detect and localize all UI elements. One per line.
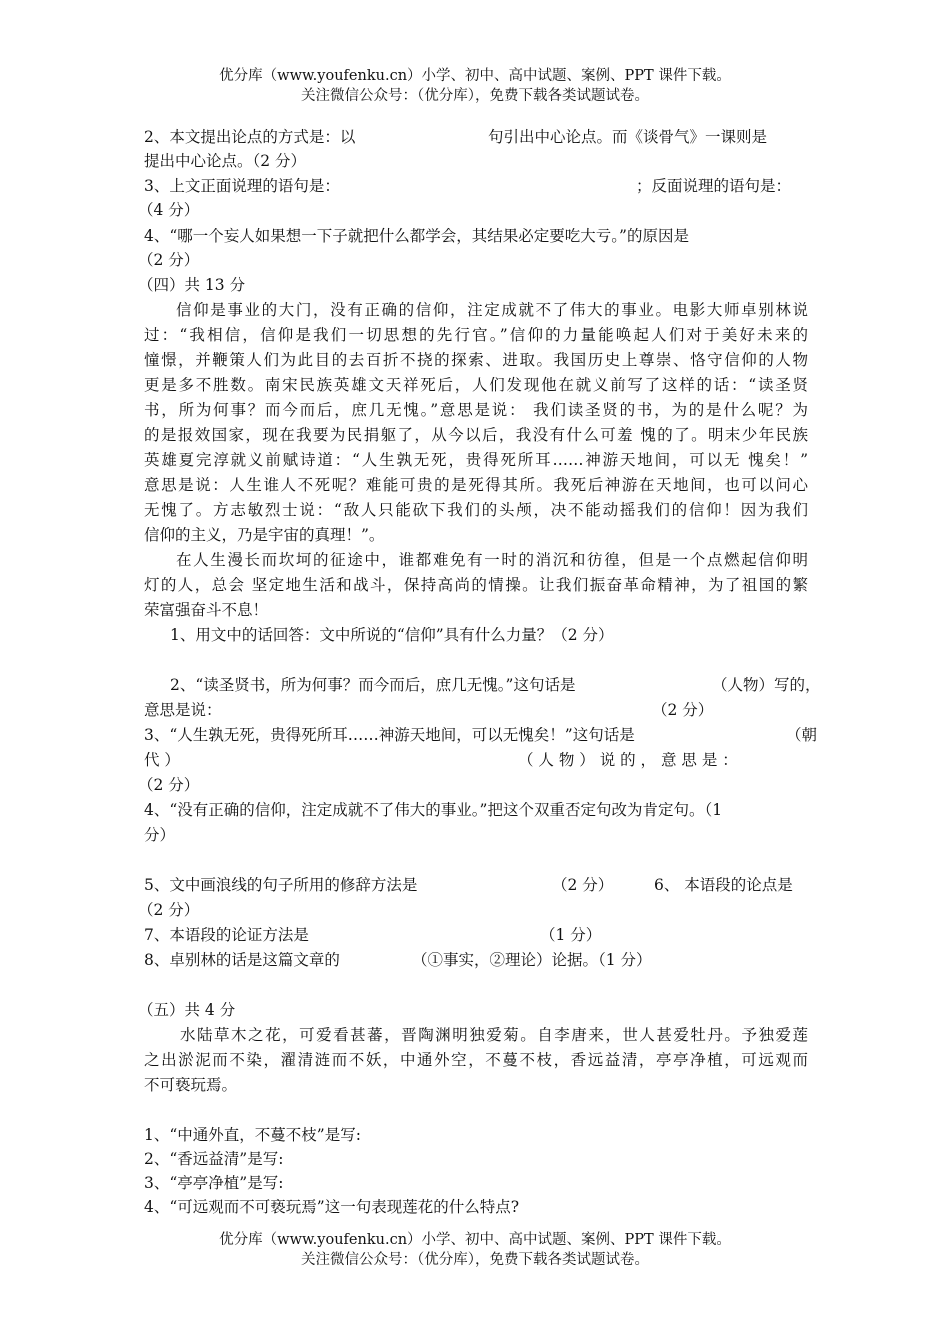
p4-q8: 8、卓别林的话是这篇文章的: [144, 951, 340, 969]
p4-q4-b: 分）: [144, 826, 176, 844]
p4-q3-d: （ 人 物 ） 说 的 ， 意 思 是 ：: [518, 751, 738, 769]
p3-q3-text: 3、上文正面说理的语句是：: [144, 177, 340, 195]
p4-para1-line: 意思是说：人生谁人不死呢？难能可贵的是死得其所。我死后神游在天地间，也可以问心: [144, 476, 808, 494]
p4-q1: 1、用文中的话回答：文中所说的“信仰”具有什么力量？（2 分）: [170, 626, 614, 644]
p4-para1-line: 信仰的主义，乃是宇宙的真理！”。: [144, 526, 385, 544]
p3-q2-text: 2、本文提出论点的方式是：以: [144, 128, 356, 146]
page-footer-line-2: 关注微信公众号：（优分库），免费下载各类试题试卷。: [301, 1252, 649, 1268]
p4-q5-score: （2 分）: [552, 876, 614, 894]
p3-q2-text-b: 句引出中心论点。而《谈骨气》一课则是: [488, 128, 768, 146]
p5-q1: 1、“中通外直，不蔓不枝”是写:: [144, 1126, 361, 1144]
page-footer-line-1: 优分库（www.youfenku.cn）小学、初中、高中试题、案例、PPT 课件下载。: [219, 1232, 731, 1248]
p5-q2: 2、“香远益清”是写:: [144, 1150, 284, 1168]
p4-para1-line: 的是报效国家，现在我要为民捐躯了，从今以后，我没有什么可羞 愧的了。明末少年民族: [144, 426, 808, 444]
p4-q7: 7、本语段的论证方法是: [144, 926, 309, 944]
p4-q2-b: （人物）写的，: [712, 676, 821, 694]
p4-para2-line: 在人生漫长而坎坷的征途中，谁都难免有一时的消沉和彷徨，但是一个点燃起信仰明: [176, 551, 808, 569]
p3-q3-text-b: ；反面说理的语句是：: [636, 177, 792, 195]
p4-q5: 5、文中画浪线的句子所用的修辞方法是: [144, 876, 418, 894]
page-header-line-1: 优分库（www.youfenku.cn）小学、初中、高中试题、案例、PPT 课件下载。: [219, 68, 731, 84]
p4-q4: 4、“没有正确的信仰，注定成就不了伟大的事业。”把这个双重否定句改为肯定句。（1: [144, 801, 723, 819]
p4-para1-line: 英雄夏完淳就义前赋诗道：“人生孰无死，贵得死所耳……神游天地间，可以无 愧矣！”: [144, 451, 808, 469]
p4-para1-line: 憧憬，并鞭策人们为此目的去百折不挠的探索、进取。我国历史上尊崇、恪守信仰的人物: [144, 351, 808, 369]
p4-para1-line: 无愧了。方志敏烈士说：“敌人只能砍下我们的头颅，决不能动摇我们的信仰！因为我们: [144, 501, 808, 519]
p3-q2-text-c: 提出中心论点。（2 分）: [144, 152, 307, 170]
p5-para-line: 水陆草木之花，可爱看甚蕃，晋陶渊明独爱菊。自李唐来，世人甚爱牡丹。予独爱莲: [180, 1026, 808, 1044]
p4-q2-c: 意思是说：: [144, 701, 222, 719]
p4-q2: 2、“读圣贤书，所为何事？而今而后，庶几无愧。”这句话是: [170, 676, 576, 694]
p4-q8-b: （①事实，②理论）论据。（1 分）: [412, 951, 652, 969]
p5-q3: 3、“亭亭净植”是写:: [144, 1174, 284, 1192]
p4-q3: 3、“人生孰无死，贵得死所耳……神游天地间，可以无愧矣！”这句话是: [144, 726, 635, 744]
p3-q4-score: （2 分）: [138, 251, 200, 269]
p3-q4-text: 4、“哪一个妄人如果想一下子就把什么都学会，其结果必定要吃大亏。”的原因是: [144, 227, 689, 245]
p4-para2-line: 荣富强奋斗不息！: [144, 601, 269, 619]
part5-heading: （五）共 4 分: [138, 1001, 236, 1019]
p4-q6-score: （2 分）: [138, 901, 200, 919]
p4-para1-line: 过：“我相信，信仰是我们一切思想的先行官。”信仰的力量能唤起人们对于美好未来的: [144, 326, 808, 344]
part4-heading: （四）共 13 分: [138, 276, 246, 294]
p4-q6: 6、 本语段的论点是: [654, 876, 793, 894]
p4-q2-score: （2 分）: [652, 701, 714, 719]
p4-para1-line: 信仰是事业的大门，没有正确的信仰，注定成就不了伟大的事业。电影大师卓别林说: [176, 301, 808, 319]
p5-para-line: 之出淤泥而不染，濯清涟而不妖，中通外空，不蔓不枝，香远益清，亭亭净植，可远观而: [144, 1051, 808, 1069]
p4-q3-score: （2 分）: [138, 776, 200, 794]
p5-q4: 4、“可远观而不可亵玩焉”这一句表现莲花的什么特点?: [144, 1198, 520, 1216]
p4-q3-c: 代 ）: [144, 751, 180, 769]
page-header-line-2: 关注微信公众号：（优分库），免费下载各类试题试卷。: [301, 88, 649, 104]
p3-q3-score: （4 分）: [138, 201, 200, 219]
p4-para2-line: 灯的人，总会 坚定地生活和战斗，保持高尚的情操。让我们振奋革命精神，为了祖国的繁: [144, 576, 808, 594]
p4-para1-line: 更是多不胜数。南宋民族英雄文天祥死后，人们发现他在就义前写了这样的话：“读圣贤: [144, 376, 808, 394]
p4-q3-b: （朝: [786, 726, 818, 744]
p4-para1-line: 书，所为何事？而今而后，庶几无愧。”意思是说： 我们读圣贤的书，为的是什么呢？为: [144, 401, 808, 419]
p4-q7-score: （1 分）: [540, 926, 602, 944]
p5-para-line: 不可亵玩焉。: [144, 1076, 238, 1094]
